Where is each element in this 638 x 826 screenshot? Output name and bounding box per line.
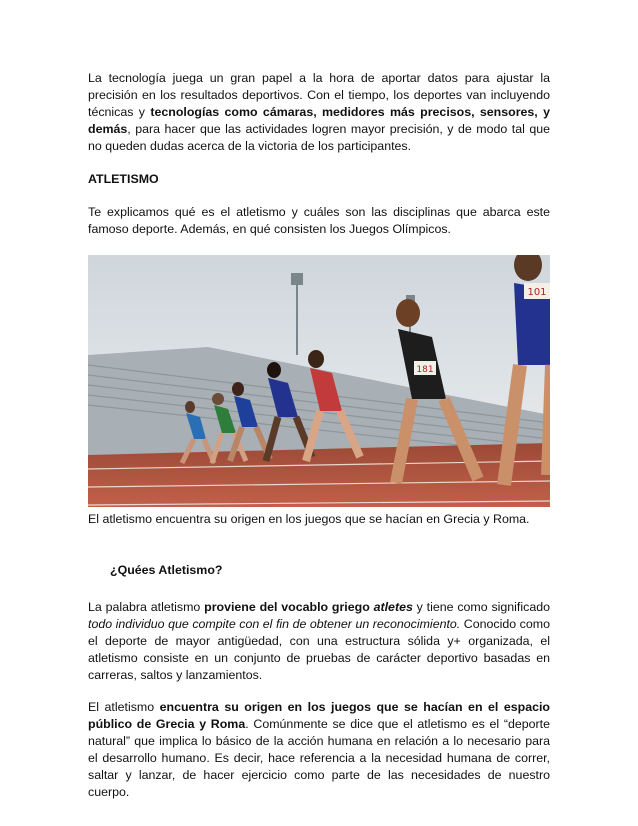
- origin-bold-text: encuentra su origen en los juegos que se hacían en el espacio público de Grecia y Roma: [88, 700, 550, 731]
- intro-bold-text: tecnologías como cámaras, medidores más precisos, sensores, y demás: [88, 105, 550, 136]
- definition-text: La palabra atletismo: [88, 600, 205, 614]
- definition-text-2: y tiene como significado: [412, 600, 550, 614]
- origin-text-2: . Comúnmente se dice que el atletismo es el “deporte natural” que implica lo básico de la acción humana en relación a lo necesario para el desarrollo humano. Es decir, hace referencia a la necesidad humana de correr, saltar y lanzar, de hacer ejercicio como parte de las necesidades de nuestro cuerpo.: [88, 717, 550, 799]
- intro-paragraph: [88, 70, 550, 155]
- intro-text: La tecnología juega un gran papel a la hora de aportar datos para ajustar la precisión en los resultados deportivos. Con el tiempo, los deportes van incluyendo técnicas y: [88, 71, 550, 119]
- definition-text-3: Conocido como el deporte de mayor antigüedad, con una estructura sólida y+ organizada, el atletismo consiste en un conjunto de pruebas de carácter deportivo basadas en carreras, saltos y lanzamientos.: [88, 617, 550, 682]
- origin-paragraph: [88, 699, 550, 801]
- bib-number-101: 101: [527, 287, 547, 298]
- document-page: [88, 70, 550, 801]
- origin-text: El atletismo: [88, 700, 160, 714]
- definition-italic-text: todo individuo que compite con el fin de obtener un reconocimiento.: [88, 617, 461, 631]
- intro-text-end: , para hacer que las actividades logren mayor precisión, y de modo tal que no queden dudas acerca de la victoria de los participantes.: [88, 122, 550, 153]
- section-intro-paragraph: Te explicamos qué es el atletismo y cuáles son las disciplinas que abarca este famoso deporte. Además, en qué consisten los Juegos Olímpicos.: [88, 205, 550, 236]
- definition-bold-italic-text: atletes: [373, 600, 413, 614]
- section-heading: ATLETISMO: [88, 172, 159, 186]
- athletes-photo: [88, 255, 550, 507]
- definition-bold-text: proviene del vocablo griego: [204, 600, 374, 614]
- question-heading: ¿Quées Atletismo?: [110, 563, 223, 577]
- bib-number-181: 181: [416, 365, 434, 375]
- photo-caption: El atletismo encuentra su origen en los juegos que se hacían en Grecia y Roma.: [88, 512, 530, 526]
- definition-paragraph: [88, 599, 550, 684]
